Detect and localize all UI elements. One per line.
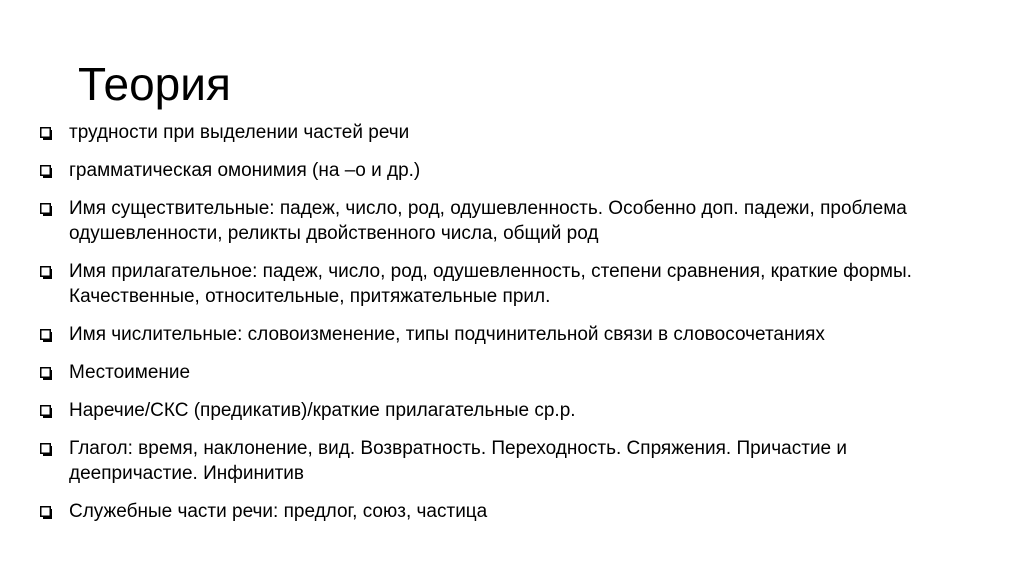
list-item — [40, 120, 980, 145]
list-item-text: грамматическая омонимия (на –о и др.) — [69, 160, 421, 181]
square-bullet-icon — [40, 329, 53, 342]
list-item — [40, 499, 980, 524]
list-item — [40, 360, 980, 385]
square-bullet-icon — [40, 165, 53, 178]
list-item-text: Наречие/СКС (предикатив)/краткие прилагательные ср.р. — [69, 400, 576, 421]
square-bullet-icon — [40, 405, 53, 418]
list-item-text: Служебные части речи: предлог, союз, частица — [69, 501, 488, 522]
square-bullet-icon — [40, 127, 53, 140]
list-item-text: Имя числительные: словоизменение, типы подчинительной связи в словосочетаниях — [69, 324, 825, 345]
list-item — [40, 398, 980, 423]
square-bullet-icon — [40, 203, 53, 216]
list-item — [40, 322, 980, 347]
square-bullet-icon — [40, 506, 53, 519]
list-item — [40, 196, 980, 246]
list-item — [40, 259, 980, 309]
square-bullet-icon — [40, 367, 53, 380]
list-item — [40, 436, 980, 486]
square-bullet-icon — [40, 266, 53, 279]
slide-title: Теория — [78, 58, 231, 110]
square-bullet-icon — [40, 443, 53, 456]
bullet-list — [40, 120, 980, 537]
list-item-text: Местоимение — [69, 362, 191, 383]
list-item-text: Имя существительные: падеж, число, род, одушевленность. Особенно доп. падежи, проблема одушевленности, реликты двойственного числа, общий род — [69, 198, 907, 244]
list-item — [40, 158, 980, 183]
list-item-text: трудности при выделении частей речи — [69, 122, 410, 143]
list-item-text: Имя прилагательное: падеж, число, род, одушевленность, степени сравнения, краткие формы. Качественные, относительные, притяжательные прил. — [69, 261, 912, 307]
list-item-text: Глагол: время, наклонение, вид. Возвратность. Переходность. Спряжения. Причастие и деепричастие. Инфинитив — [69, 438, 848, 484]
